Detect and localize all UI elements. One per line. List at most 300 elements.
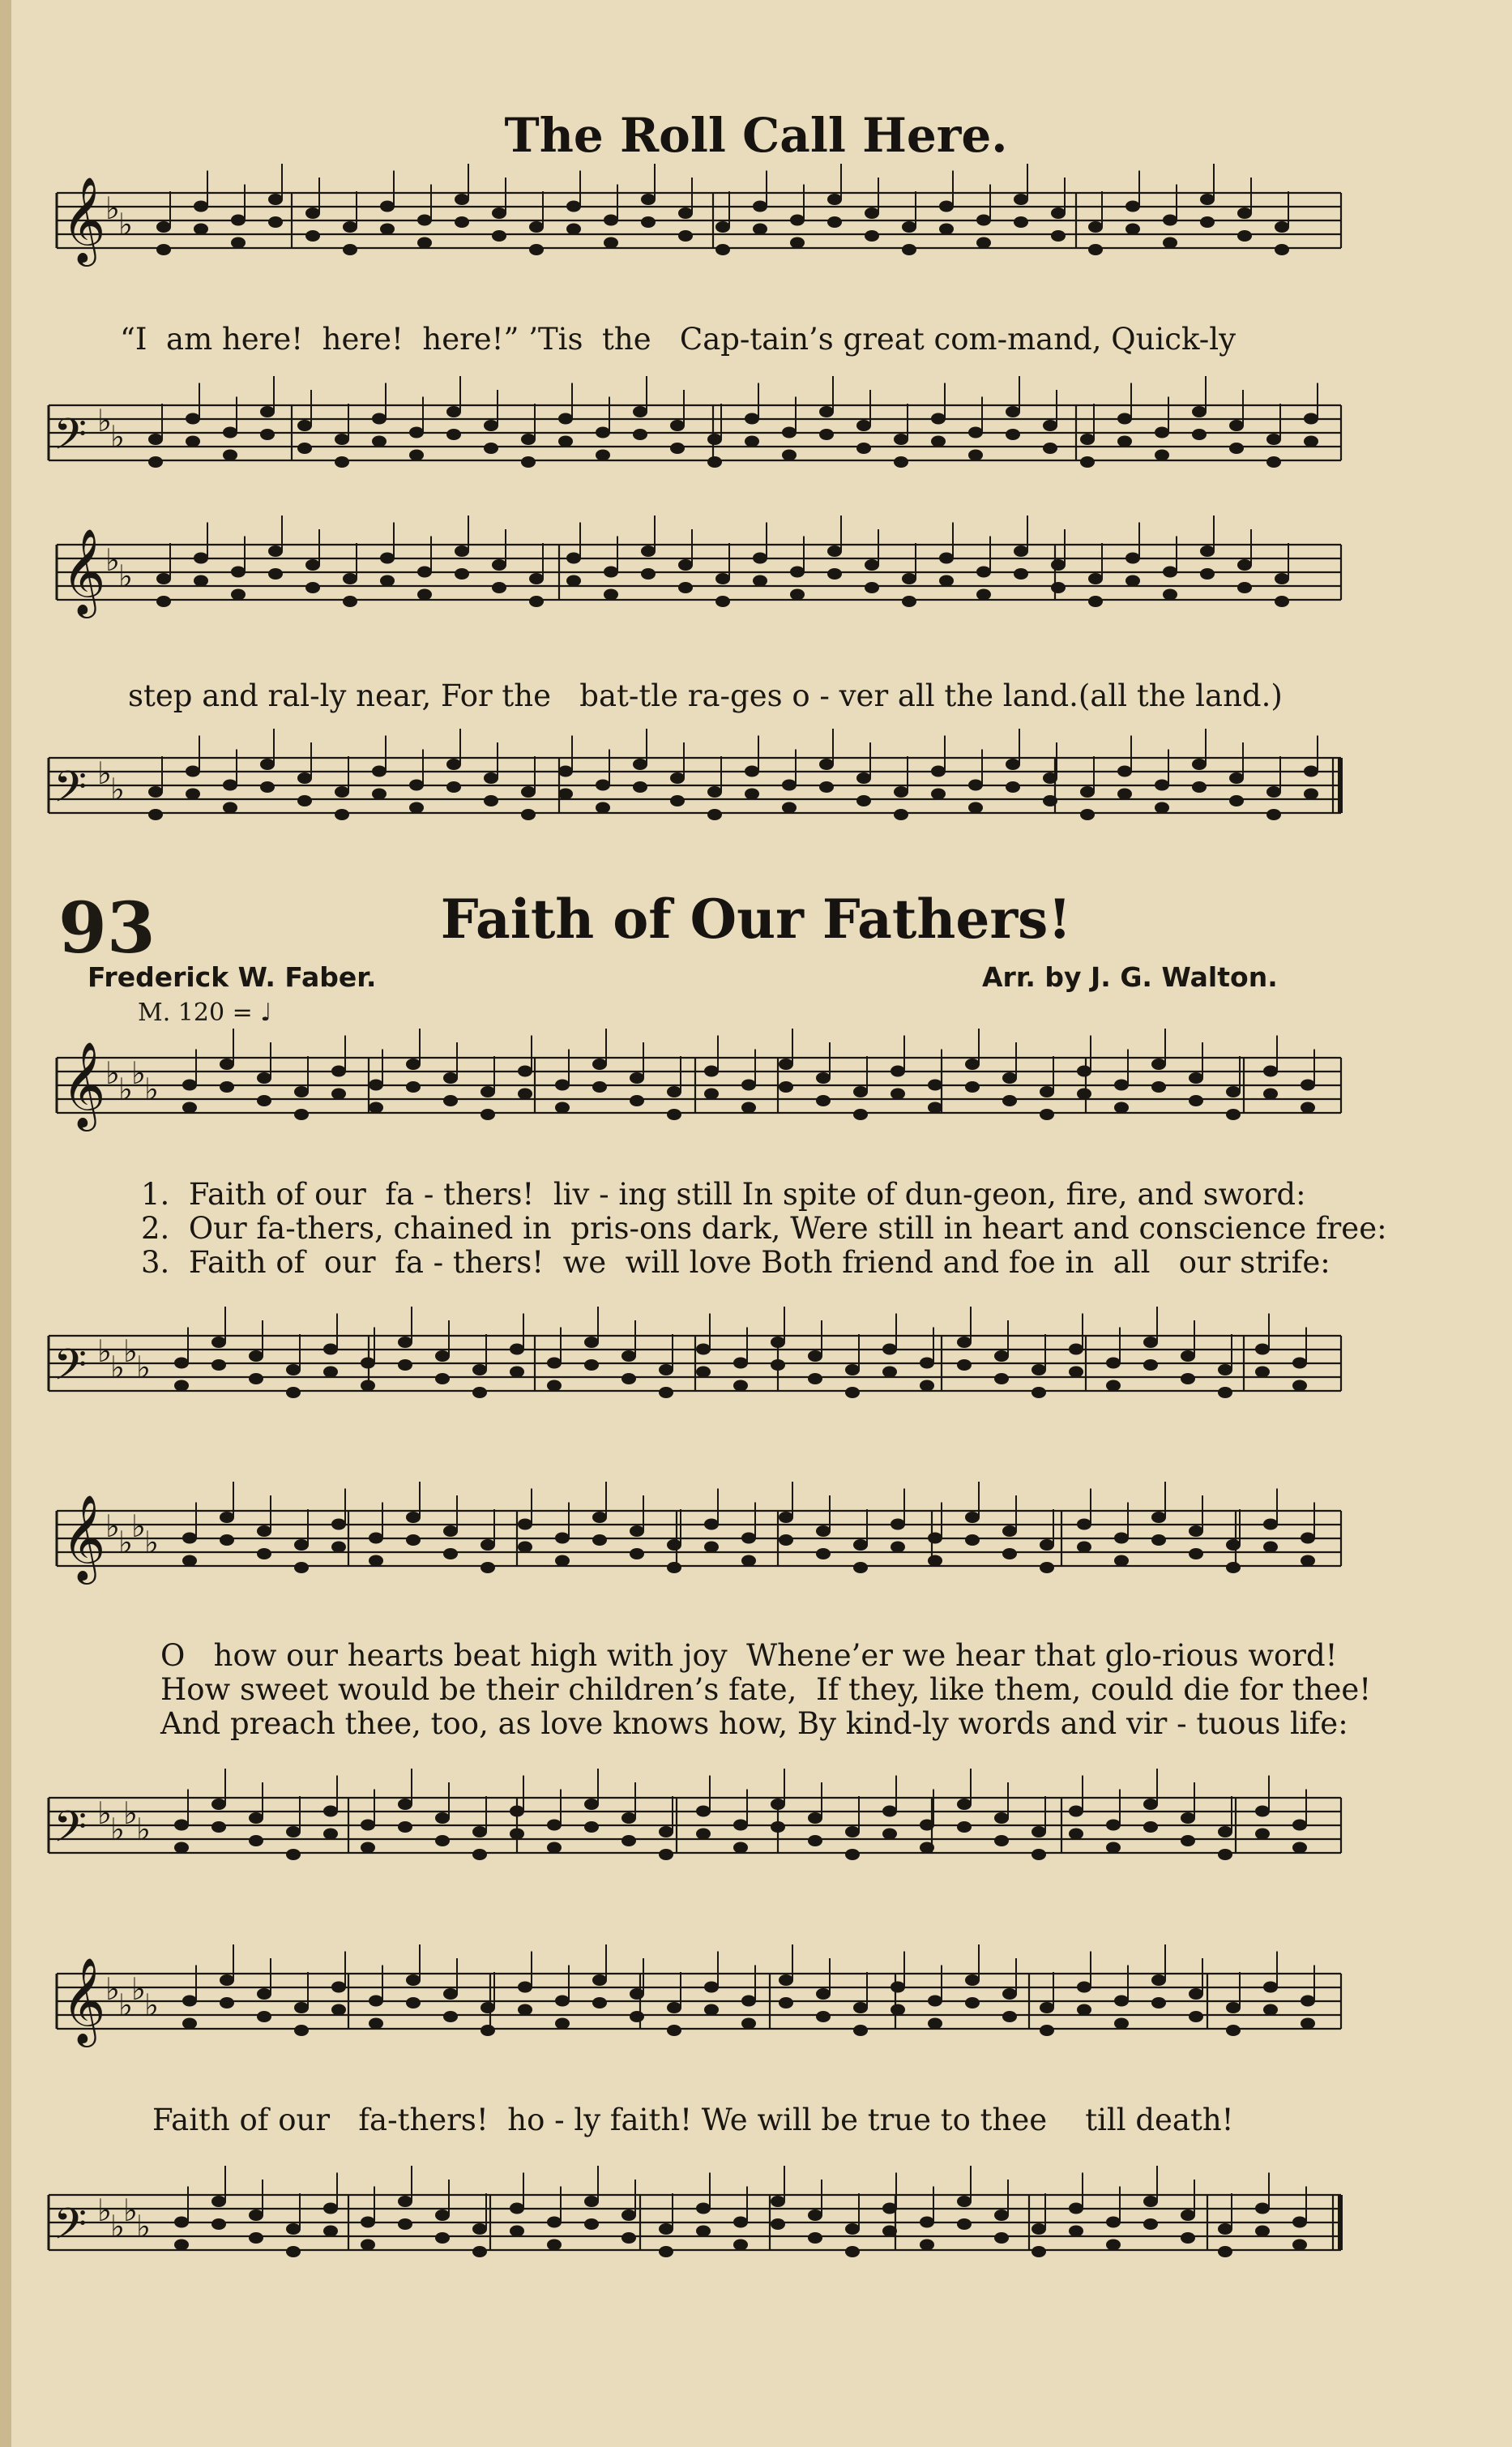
treble-clef-icon: 𝄞 — [62, 1494, 106, 1581]
note-head — [1151, 1059, 1166, 1070]
note-head — [1181, 1350, 1195, 1362]
note-head — [446, 406, 461, 417]
note-head — [1069, 1367, 1083, 1378]
note-head — [1292, 1842, 1307, 1854]
note-head — [1163, 589, 1177, 601]
note-head — [398, 1799, 412, 1810]
treble-clef-icon: 𝄞 — [62, 1041, 106, 1127]
note-head — [621, 1373, 636, 1384]
note-head — [753, 224, 767, 235]
note-head — [1106, 2240, 1121, 2251]
note-head — [856, 443, 871, 454]
note-head — [1006, 406, 1020, 417]
note-head — [380, 224, 395, 235]
bass-clef-icon: 𝄢 — [53, 763, 88, 823]
note-head — [816, 1548, 831, 1559]
note-head — [492, 559, 506, 571]
note-head — [1114, 1555, 1129, 1567]
note-head — [994, 2210, 1009, 2221]
note-head — [1014, 216, 1028, 228]
note-head — [1226, 2002, 1241, 2013]
hymn-number: 93 — [58, 888, 156, 969]
note-head — [174, 2217, 189, 2228]
note-head — [965, 1512, 980, 1523]
note-head — [856, 420, 871, 431]
note-head — [1229, 772, 1244, 784]
note-head — [894, 434, 908, 445]
note-head — [518, 1066, 532, 1077]
note-head — [733, 1842, 748, 1854]
note-head — [891, 2004, 905, 2016]
note-head — [865, 582, 879, 593]
note-head — [1301, 1996, 1315, 2007]
note-head — [704, 1066, 719, 1077]
note-head — [1275, 244, 1289, 255]
note-head — [455, 216, 469, 228]
note-head — [1266, 809, 1281, 820]
note-head — [1125, 201, 1140, 212]
note-head — [715, 221, 730, 233]
note-head — [1151, 1534, 1166, 1546]
note-head — [1031, 1364, 1046, 1375]
flat-icon: ♭ — [118, 1525, 133, 1560]
note-head — [1040, 1539, 1054, 1551]
note-head — [621, 2210, 636, 2221]
note-head — [555, 1555, 570, 1567]
note-head — [604, 237, 618, 249]
note-head — [1263, 1542, 1278, 1553]
note-head — [305, 230, 320, 242]
note-head — [435, 1350, 450, 1362]
note-head — [957, 1337, 972, 1348]
note-head — [707, 434, 722, 445]
note-head — [257, 2011, 271, 2022]
note-head — [529, 573, 544, 584]
note-head — [882, 1367, 897, 1378]
note-head — [856, 772, 871, 784]
note-head — [894, 809, 908, 820]
flat-icon: ♭ — [144, 1987, 159, 2023]
flat-icon: ♭ — [118, 207, 133, 242]
note-head — [558, 789, 573, 800]
note-head — [968, 780, 983, 791]
verse-line: How sweet would be their children’s fate, If they, like them, could die for thee! — [160, 1672, 1372, 1707]
note-head — [641, 194, 656, 205]
note-head — [220, 1059, 234, 1070]
note-head — [745, 766, 759, 777]
page-edge — [0, 0, 11, 2447]
note-head — [592, 1997, 607, 2009]
flat-icon: ♭ — [144, 1525, 159, 1560]
treble-clef-icon: 𝄞 — [62, 176, 106, 263]
flat-icon: ♭ — [97, 1333, 112, 1369]
note-head — [1031, 1849, 1046, 1860]
note-head — [741, 1996, 756, 2007]
note-head — [827, 545, 842, 557]
note-head — [670, 420, 685, 431]
note-head — [891, 1519, 905, 1530]
note-head — [1117, 789, 1132, 800]
note-head — [1051, 582, 1066, 593]
note-head — [633, 759, 647, 770]
note-head — [630, 1548, 644, 1559]
treble-clef-icon: 𝄞 — [62, 1957, 106, 2043]
note-head — [492, 207, 506, 219]
note-head — [1069, 1829, 1083, 1840]
note-head — [696, 2203, 711, 2214]
note-head — [1069, 1344, 1083, 1355]
note-head — [286, 1849, 301, 1860]
note-head — [323, 1829, 338, 1840]
note-head — [771, 1821, 785, 1833]
note-head — [372, 436, 387, 447]
note-head — [182, 1996, 197, 2007]
note-head — [741, 1102, 756, 1114]
note-head — [446, 781, 461, 793]
flat-icon: ♭ — [105, 542, 120, 578]
note-head — [492, 230, 506, 242]
note-head — [920, 1358, 934, 1369]
note-head — [1080, 434, 1095, 445]
note-head — [827, 568, 842, 580]
note-head — [148, 456, 163, 468]
note-head — [882, 1806, 897, 1817]
note-head — [1266, 786, 1281, 798]
note-head — [484, 420, 498, 431]
note-head — [1181, 1835, 1195, 1846]
note-head — [1189, 1072, 1203, 1084]
note-head — [1155, 427, 1169, 438]
note-head — [369, 1996, 383, 2007]
note-head — [1051, 207, 1066, 219]
note-head — [604, 215, 618, 226]
note-head — [1069, 2226, 1083, 2237]
note-head — [1218, 1826, 1232, 1837]
note-head — [1106, 1380, 1121, 1392]
note-head — [257, 1072, 271, 1084]
note-head — [547, 1842, 562, 1854]
note-head — [845, 1364, 860, 1375]
note-head — [455, 194, 469, 205]
note-head — [1192, 406, 1207, 417]
note-head — [745, 436, 759, 447]
flat-icon: ♭ — [131, 1055, 146, 1091]
note-head — [592, 1512, 607, 1523]
note-head — [965, 1974, 980, 1986]
song-title: Faith of Our Fathers! — [440, 888, 1072, 951]
note-head — [902, 573, 916, 584]
note-head — [853, 1562, 868, 1573]
note-head — [406, 1512, 421, 1523]
note-head — [257, 1988, 271, 2000]
note-head — [779, 1534, 793, 1546]
note-head — [1301, 1102, 1315, 1114]
note-head — [816, 1988, 831, 2000]
note-head — [931, 436, 946, 447]
note-head — [1043, 772, 1057, 784]
note-head — [782, 427, 797, 438]
flat-icon: ♭ — [123, 2192, 138, 2228]
note-head — [1218, 1364, 1232, 1375]
note-head — [968, 802, 983, 814]
note-head — [1151, 1081, 1166, 1093]
flat-icon: ♭ — [131, 1508, 146, 1544]
note-head — [369, 2018, 383, 2030]
note-head — [771, 1799, 785, 1810]
note-head — [733, 1820, 748, 1831]
note-head — [1155, 450, 1169, 461]
note-head — [182, 1555, 197, 1567]
note-head — [696, 1344, 711, 1355]
note-head — [1181, 2210, 1195, 2221]
note-head — [621, 1812, 636, 1824]
note-head — [604, 589, 618, 601]
note-head — [529, 244, 544, 255]
note-head — [584, 2196, 599, 2207]
note-head — [257, 1525, 271, 1537]
note-head — [156, 221, 171, 233]
note-head — [771, 2218, 785, 2230]
note-head — [1143, 1799, 1158, 1810]
note-head — [331, 1982, 346, 1993]
note-head — [331, 1066, 346, 1077]
note-head — [1006, 759, 1020, 770]
note-head — [902, 221, 916, 233]
note-head — [484, 443, 498, 454]
note-head — [1301, 1555, 1315, 1567]
note-head — [670, 772, 685, 784]
note-head — [1292, 1358, 1307, 1369]
note-head — [1014, 194, 1028, 205]
note-head — [148, 434, 163, 445]
note-head — [547, 2217, 562, 2228]
note-head — [249, 1373, 263, 1384]
note-head — [156, 573, 171, 584]
note-head — [667, 1109, 681, 1120]
note-head — [704, 1519, 719, 1530]
note-head — [435, 2210, 450, 2221]
note-head — [417, 567, 432, 578]
note-head — [715, 596, 730, 607]
note-head — [782, 802, 797, 814]
note-head — [435, 1835, 450, 1846]
note-head — [816, 1095, 831, 1106]
note-head — [443, 2011, 458, 2022]
note-head — [1163, 567, 1177, 578]
note-head — [492, 582, 506, 593]
note-head — [1043, 795, 1057, 806]
note-head — [1080, 456, 1095, 468]
note-head — [174, 1842, 189, 1854]
note-head — [779, 1997, 793, 2009]
note-head — [641, 216, 656, 228]
note-head — [1040, 1109, 1054, 1120]
note-head — [361, 1842, 375, 1854]
note-head — [845, 1826, 860, 1837]
note-head — [361, 2240, 375, 2251]
note-head — [1226, 1539, 1241, 1551]
note-head — [1275, 596, 1289, 607]
note-head — [323, 2226, 338, 2237]
note-head — [1226, 1109, 1241, 1120]
note-head — [398, 2196, 412, 2207]
note-head — [211, 2196, 226, 2207]
note-head — [481, 2025, 495, 2036]
note-head — [1189, 1988, 1203, 2000]
note-head — [521, 434, 536, 445]
flat-icon: ♭ — [97, 2192, 112, 2228]
note-head — [819, 406, 834, 417]
note-head — [260, 759, 275, 770]
note-head — [1077, 1982, 1091, 1993]
note-head — [1237, 207, 1252, 219]
note-head — [1237, 582, 1252, 593]
note-head — [939, 575, 954, 587]
note-head — [845, 2246, 860, 2257]
note-head — [409, 427, 424, 438]
note-head — [211, 1799, 226, 1810]
note-head — [592, 1081, 607, 1093]
note-head — [294, 1539, 309, 1551]
note-head — [1226, 1086, 1241, 1097]
note-head — [592, 1974, 607, 1986]
note-head — [286, 1364, 301, 1375]
note-head — [231, 237, 246, 249]
note-head — [845, 1849, 860, 1860]
note-head — [707, 809, 722, 820]
verse-line: 3. Faith of our fa - thers! we will love Both friend and foe in all our strife: — [141, 1245, 1330, 1280]
note-head — [667, 2002, 681, 2013]
note-head — [931, 413, 946, 425]
note-head — [555, 1533, 570, 1544]
note-head — [443, 1548, 458, 1559]
note-head — [380, 553, 395, 564]
note-head — [965, 1059, 980, 1070]
note-head — [816, 1525, 831, 1537]
note-head — [1031, 1826, 1046, 1837]
note-head — [1292, 1380, 1307, 1392]
note-head — [331, 1542, 346, 1553]
note-head — [1002, 1548, 1017, 1559]
note-head — [1106, 2217, 1121, 2228]
note-head — [920, 1820, 934, 1831]
note-head — [1189, 1095, 1203, 1106]
flat-icon: ♭ — [105, 190, 120, 226]
note-head — [584, 1821, 599, 1833]
flat-icon: ♭ — [110, 772, 125, 807]
note-head — [819, 759, 834, 770]
note-head — [268, 545, 283, 557]
note-head — [323, 1367, 338, 1378]
note-head — [819, 781, 834, 793]
note-head — [220, 1997, 234, 2009]
note-head — [790, 215, 805, 226]
note-head — [521, 809, 536, 820]
note-head — [891, 1089, 905, 1100]
note-head — [1040, 1086, 1054, 1097]
bass-clef-icon: 𝄢 — [53, 1341, 88, 1401]
note-head — [808, 1835, 822, 1846]
note-head — [1088, 596, 1103, 607]
note-head — [994, 1835, 1009, 1846]
note-head — [446, 429, 461, 440]
note-head — [510, 2203, 524, 2214]
note-head — [928, 2018, 942, 2030]
note-head — [994, 2232, 1009, 2244]
note-head — [331, 2004, 346, 2016]
note-head — [1051, 559, 1066, 571]
note-head — [641, 545, 656, 557]
note-head — [558, 413, 573, 425]
note-head — [902, 244, 916, 255]
bass-clef-icon: 𝄢 — [53, 1803, 88, 1863]
note-head — [220, 1512, 234, 1523]
note-head — [369, 1080, 383, 1091]
note-head — [670, 795, 685, 806]
note-head — [268, 194, 283, 205]
note-head — [894, 456, 908, 468]
note-head — [1088, 221, 1103, 233]
note-head — [1031, 1387, 1046, 1398]
note-head — [808, 2232, 822, 2244]
note-head — [1200, 194, 1215, 205]
note-head — [481, 2002, 495, 2013]
note-head — [1143, 1821, 1158, 1833]
note-head — [920, 1380, 934, 1392]
note-head — [1255, 1806, 1270, 1817]
note-head — [1151, 1997, 1166, 2009]
note-head — [518, 1519, 532, 1530]
note-head — [331, 1089, 346, 1100]
note-head — [928, 1533, 942, 1544]
note-head — [957, 1821, 972, 1833]
note-head — [1151, 1512, 1166, 1523]
note-head — [1200, 545, 1215, 557]
note-head — [1192, 429, 1207, 440]
note-head — [1043, 420, 1057, 431]
note-head — [1143, 2218, 1158, 2230]
note-head — [372, 789, 387, 800]
verse-line: O how our hearts beat high with joy Whene’er we hear that glo-rious word! — [160, 1638, 1338, 1673]
note-head — [398, 1359, 412, 1371]
tempo-label: M. 120 = — [138, 999, 253, 1027]
note-head — [294, 1109, 309, 1120]
note-head — [733, 1380, 748, 1392]
note-head — [604, 567, 618, 578]
note-head — [633, 406, 647, 417]
note-head — [1189, 1525, 1203, 1537]
note-head — [630, 2011, 644, 2022]
note-head — [659, 1849, 673, 1860]
note-head — [733, 1358, 748, 1369]
note-head — [1125, 553, 1140, 564]
note-head — [704, 1542, 719, 1553]
note-head — [417, 237, 432, 249]
note-head — [547, 2240, 562, 2251]
note-head — [1301, 1080, 1315, 1091]
note-head — [182, 1533, 197, 1544]
note-head — [361, 2217, 375, 2228]
note-head — [939, 201, 954, 212]
note-head — [518, 1089, 532, 1100]
note-head — [741, 1080, 756, 1091]
note-head — [380, 575, 395, 587]
note-head — [696, 1806, 711, 1817]
note-head — [630, 1525, 644, 1537]
note-head — [994, 1812, 1009, 1824]
note-head — [443, 1525, 458, 1537]
note-head — [1088, 573, 1103, 584]
